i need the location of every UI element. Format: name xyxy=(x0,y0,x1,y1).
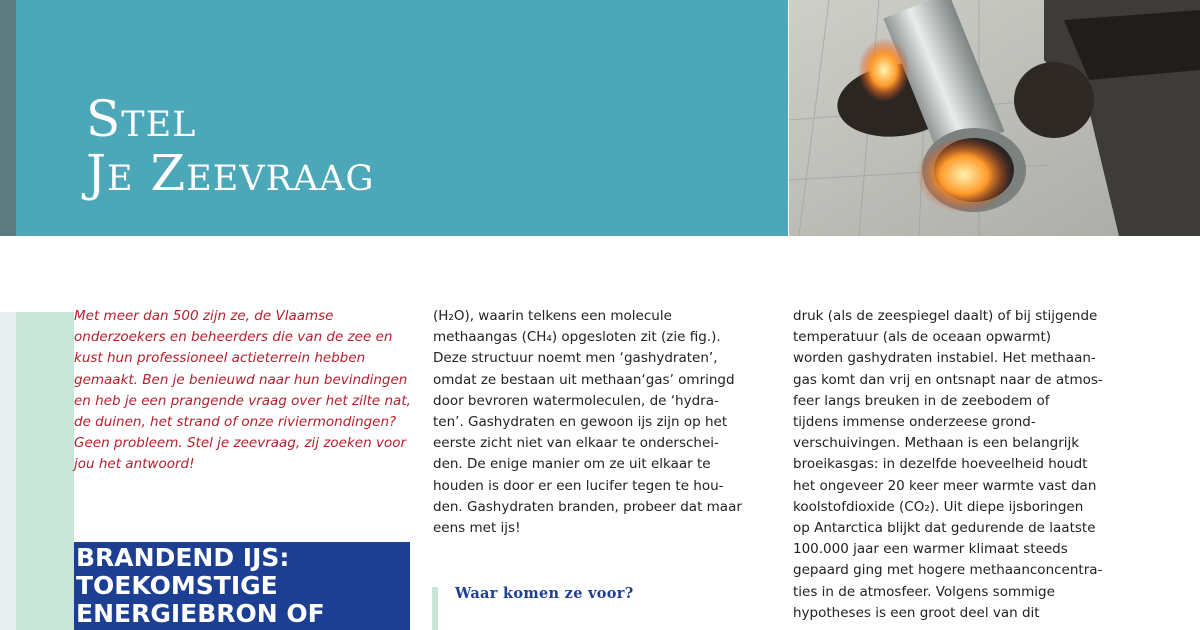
text-line: 100.000 jaar een warmer klimaat steeds xyxy=(793,541,1068,558)
text-line: op Antarctica blijkt dat gedurende de laatste xyxy=(793,520,1096,537)
text-line: ties in de atmosfeer. Volgens sommige xyxy=(793,583,1055,600)
subheading-where: Waar komen ze voor? xyxy=(455,585,634,602)
text-line: eerste zicht niet van elkaar te onderschei- xyxy=(433,435,719,452)
intro-text: Met meer dan 500 zijn ze, de Vlaamse onderzoekers en beheerders die van de zee en kust hun professioneel actieterrein hebben gemaakt. Ben je benieuwd naar hun bevindingen en heb je een prangende vraag over het zilte nat, de duinen, het strand of onze riviermondingen? Geen probleem. Stel je zeevraag, zij zoeken voor jou het antwoord! xyxy=(74,308,411,473)
text-line: eens met ijs! xyxy=(433,520,521,537)
text-line: broeikasgas: in dezelfde hoeveelheid houdt xyxy=(793,456,1088,473)
article-heading-line-2: TOEKOMSTIGE xyxy=(76,571,278,600)
article-heading-block xyxy=(74,542,410,630)
body-column-3 xyxy=(793,306,1153,624)
title-banner xyxy=(16,0,788,236)
page-title-line-1: Stel xyxy=(86,90,197,148)
text-line: ten’. Gashydraten en gewoon ijs zijn op het xyxy=(433,414,728,431)
text-line: feer langs breuken in de zeebodem of xyxy=(793,392,1050,409)
burning-gas-hydrate-photo xyxy=(789,0,1200,236)
text-line: temperatuur (als de oceaan opwarmt) xyxy=(793,329,1052,346)
text-line: druk (als de zeespiegel daalt) of bij stijgende xyxy=(793,308,1098,324)
article-heading xyxy=(74,542,410,628)
text-line: houden is door er een lucifer tegen te hou- xyxy=(433,477,724,494)
text-line: verschuivingen. Methaan is een belangrijk xyxy=(793,435,1080,452)
text-line: hypotheses is een groot deel van dit xyxy=(793,604,1040,621)
text-line: (H₂O), waarin telkens een molecule xyxy=(433,308,672,324)
left-edge-strip xyxy=(0,0,16,236)
article-heading-line-3: ENERGIEBRON OF xyxy=(76,599,325,628)
text-line: tijdens immense onderzeese grond- xyxy=(793,414,1036,431)
margin-color-band xyxy=(16,312,74,630)
text-line: methaangas (CH₄) opgesloten zit (zie fig.). xyxy=(433,329,721,346)
text-line: den. Gashydraten branden, probeer dat maar xyxy=(433,498,742,515)
text-line: koolstofdioxide (CO₂). Uit diepe ijsboringen xyxy=(793,498,1084,515)
text-line: door bevroren watermoleculen, de ‘hydra- xyxy=(433,392,719,409)
text-line: omdat ze bestaan uit methaan‘gas’ omringd xyxy=(433,371,735,388)
text-line: den. De enige manier om ze uit elkaar te xyxy=(433,456,711,473)
article-heading-line-1: BRANDEND IJS: xyxy=(76,543,290,572)
text-line: gas komt dan vrij en ontsnapt naar de atmos- xyxy=(793,371,1103,388)
text-line: gepaard ging met hogere methaanconcentra- xyxy=(793,562,1103,579)
text-line: worden gashydraten instabiel. Het methaan- xyxy=(793,350,1096,367)
left-edge-strip-lower xyxy=(0,312,16,630)
photo-illustration xyxy=(789,0,1200,236)
page-title-line-2: Je Zeevraag xyxy=(86,144,375,202)
body-column-2 xyxy=(433,306,773,539)
page-title xyxy=(86,92,374,200)
text-line: Deze structuur noemt men ‘gashydraten’, xyxy=(433,350,718,367)
subheading-accent-bar xyxy=(432,587,438,630)
text-line: het ongeveer 20 keer meer warmte vast dan xyxy=(793,477,1097,494)
